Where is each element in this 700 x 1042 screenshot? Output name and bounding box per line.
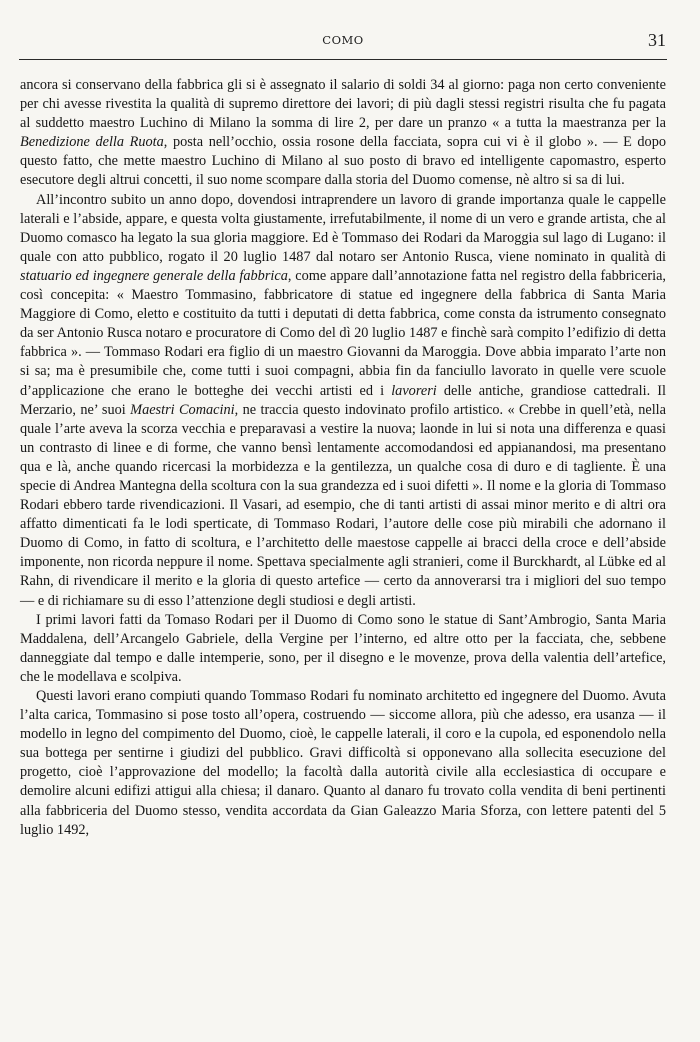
italic-text: lavoreri — [391, 382, 437, 399]
body-text — [20, 76, 666, 840]
italic-text: Benedizione della Ruota — [20, 134, 164, 151]
text-run: delle antiche, grandiose cattedrali. Il Merzario, ne’ suoi — [20, 382, 666, 418]
running-head — [20, 30, 666, 53]
text-run: , come appare dall’annotazione fatta nel registro della fabbriceria, così concepita: « Maestro Tommasino, fabbricatore di statue ed ingegnere della fabbrica di Santa Maria Maggiore di Como, eletto e costituito da tutti i deputati di detta fabbrica, come consta da istrumento consegnato da ser Antonio Rusca notaro e procuratore di Como del dì 20 luglio 1487 e finchè sarà compito l’edifizio di detta fabbrica ». — Tommaso Rodari era figlio di un maestro Giovanni da Maroggia. Dove abbia imparato l’arte non si sa; ma è presumibile che, come tutti i suoi compagni, abbia fin da fanciullo lavorato in quelle vere scuole d’applicazione che erano le botteghe dei vecchi artisti ed i — [20, 267, 666, 399]
text-run: , posta nell’occhio, ossia rosone della facciata, sopra cui vi è il globo ». — E dopo questo fatto, che mette maestro Luchino di Milano al suo posto di bravo ed intelligente capomastro, esperto esecutore degli altrui concetti, il suo nome scompare dalla storia del Duomo comense, nè altro si sa di lui. — [20, 134, 666, 189]
paragraph — [20, 191, 666, 611]
running-title: COMO — [322, 33, 364, 47]
page-number: 31 — [648, 30, 666, 50]
paragraph — [20, 687, 666, 840]
header-rule — [19, 59, 667, 60]
text-run: All’incontro subito un anno dopo, dovendosi intraprendere un lavoro di grande importanza quale le cappelle laterali e l’abside, appare, e questa volta giustamente, irrefutabilmente, il nome di un vero e grande artista, che al Duomo comasco ha legato la sua gloria maggiore. Ed è Tommaso dei Rodari da Maroggia sul lago di Lugano: il quale con atto pubblico, rogato il 20 luglio 1487 dal notaro ser Antonio Rusca, viene nominato in qualità di — [20, 191, 666, 265]
italic-text: Maestri Comacini — [130, 401, 235, 418]
paragraph — [20, 76, 666, 191]
italic-text: statuario ed ingegnere generale della fabbrica — [20, 267, 288, 284]
paragraph — [20, 611, 666, 687]
text-run: , ne traccia questo indovinato profilo artistico. « Crebbe in quell’età, nella quale l’arte aveva la scorza vecchia e preparavasi a vestire la nuova; laonde in lui si nota una differenza e quasi un contrasto di linee e di forme, che vanno bensì lentamente accomodandosi ed appianandosi, ma presentano qua e là, anche quando ricercasi la morbidezza e la gentilezza, un qualche cosa di duro e di tagliente. È una specie di Andrea Mantegna della scoltura con la sua grandezza ed i suoi difetti ». Il nome e la gloria di Tommaso Rodari ebbero tarde rivendicazioni. Il Vasari, ad esempio, che di tanti artisti di assai minor merito e di altri ora affatto dimenticati fa le lodi sperticate, di Tommaso Rodari, l’autore delle cose più mirabili che adornano il Duomo di Como, in fatto di scoltura, e l’architetto delle maestose cappelle ai bracci della croce e dell’abside imponente, non ricorda neppure il nome. Spettava specialmente agli stranieri, come il Burckhardt, al Lübke ed al Rahn, di rivendicare il merito e la gloria di questo artefice — certo da annoverarsi tra i migliori del suo tempo — e di richiamare su di esso l’attenzione degli studiosi e degli artisti. — [20, 401, 666, 609]
text-run: I primi lavori fatti da Tomaso Rodari per il Duomo di Como sono le statue di Sant’Ambrogio, Santa Maria Maddalena, dell’Arcangelo Gabriele, della Vergine per l’interno, ed altre otto per la facciata, che, sebbene danneggiate dal tempo e dalle intemperie, sono, per il disegno e le movenze, prova della valentia dell’artefice, che le modellava e scolpiva. — [20, 611, 666, 685]
text-run: Questi lavori erano compiuti quando Tommaso Rodari fu nominato architetto ed ingegnere del Duomo. Avuta l’alta carica, Tommasino si pose tosto all’opera, costruendo — siccome allora, più che adesso, era usanza — il modello in legno del compimento del Duomo, cioè, le cappelle laterali, il coro e la cupola, ed esponendolo nella sua bottega per sentirne i giudizi del pubblico. Gravi difficoltà si opponevano alla sollecita esecuzione del progetto, cioè l’approvazione del modello; la facoltà dalla autorità civile alla ecclesiastica di occupare e demolire alcuni edifizi attigui alla chiesa; il danaro. Quanto al danaro fu trovato colla vendita di beni pertinenti alla fabbriceria del Duomo stesso, vendita accordata da Gian Galeazzo Maria Sforza, con lettere patenti del 5 luglio 1492, — [20, 688, 666, 838]
text-run: ancora si conservano della fabbrica gli si è assegnato il salario di soldi 34 al giorno: paga non certo conveniente per chi avesse rivestita la qualità di supremo direttore dei lavori; di più dagli stessi registri risulta che fu pagata al suddetto maestro Luchino di Milano la somma di lire 2, per dare un pranzo « a tutta la maestranza per la — [20, 77, 666, 132]
